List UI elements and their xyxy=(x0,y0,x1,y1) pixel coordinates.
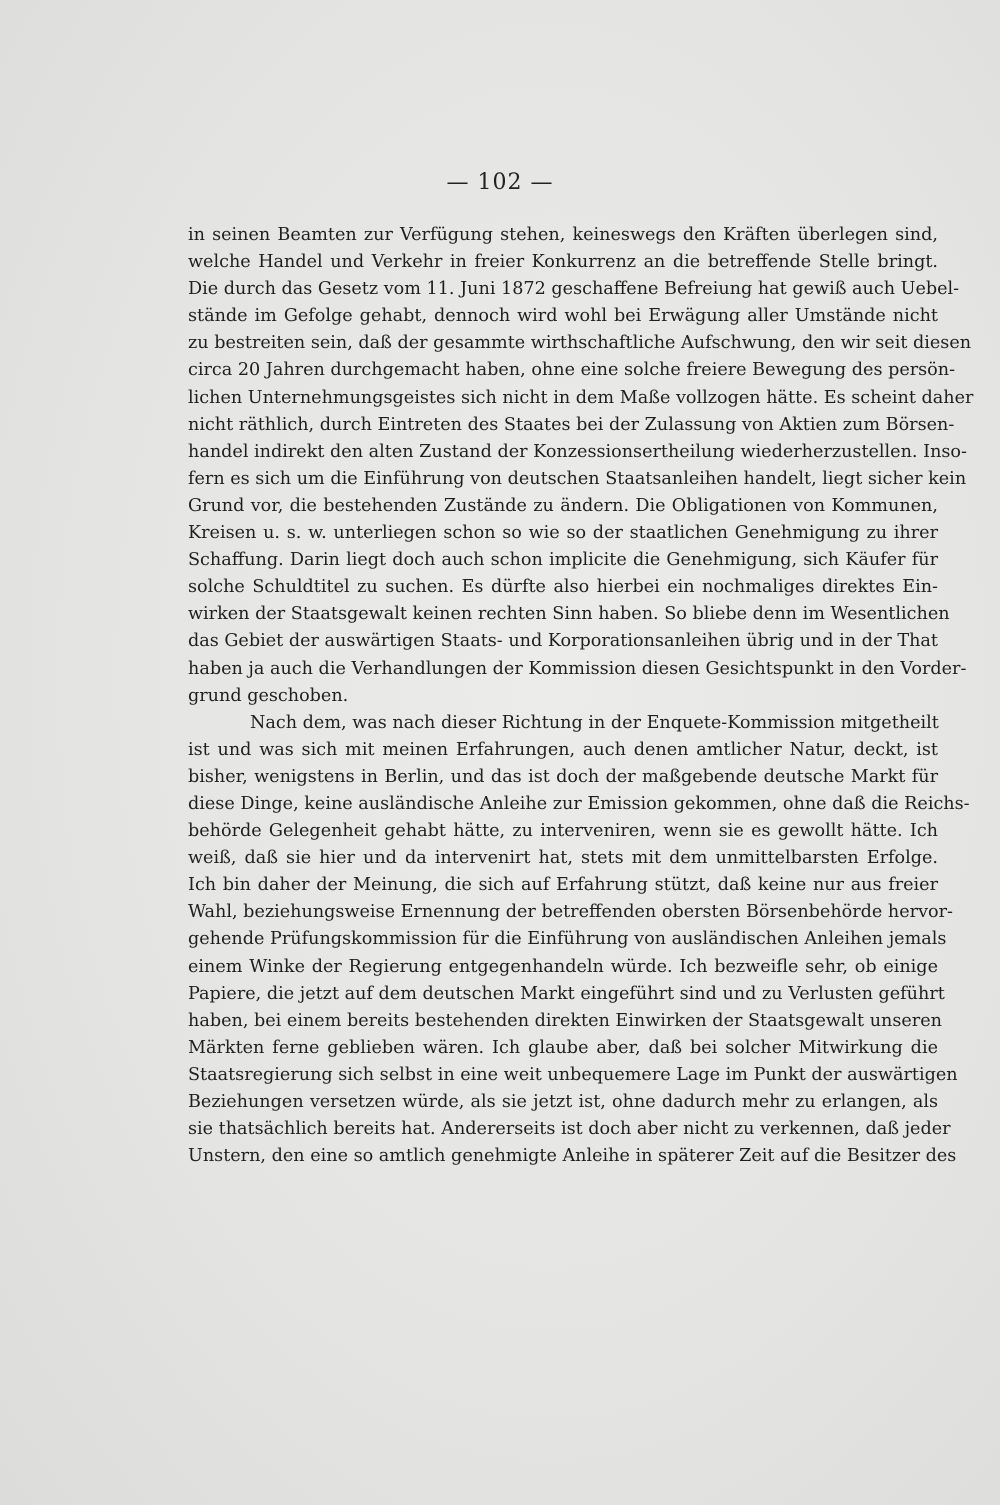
text-line: Schaffung. Darin liegt doch auch schon implicite die Genehmigung, sich Käufer für xyxy=(188,550,938,571)
text-line: bisher, wenigstens in Berlin, und das ist doch der maßgebende deutsche Markt für xyxy=(188,766,938,787)
text-line: weiß, daß sie hier und da intervenirt hat, stets mit dem unmittelbarsten Erfolge. xyxy=(188,848,938,869)
text-line: Grund vor, die bestehenden Zustände zu ändern. Die Obligationen von Kommunen, xyxy=(188,495,938,516)
text-line: fern es sich um die Einführung von deutschen Staatsanleihen handelt, liegt sicher kein xyxy=(188,468,967,489)
text-line: diese Dinge, keine ausländische Anleihe zur Emission gekommen, ohne daß die Reichs- xyxy=(188,793,970,814)
body-text xyxy=(188,222,974,1170)
text-line: Unstern, den eine so amtlich genehmigte Anleihe in späterer Zeit auf die Besitzer des xyxy=(188,1146,957,1167)
paragraph-1 xyxy=(188,222,974,710)
text-line: handel indirekt den alten Zustand der Konzessionsertheilung wiederherzustellen. Inso- xyxy=(188,441,967,462)
text-line: Ich bin daher der Meinung, die sich auf Erfahrung stützt, daß keine nur aus freier xyxy=(188,875,938,896)
text-line: in seinen Beamten zur Verfügung stehen, keineswegs den Kräften überlegen sind, xyxy=(188,225,938,245)
page-number: — 102 — xyxy=(446,170,554,195)
text-line: Wahl, beziehungsweise Ernennung der betreffenden obersten Börsenbehörde hervor- xyxy=(188,902,953,923)
text-line: Kreisen u. s. w. unterliegen schon so wie so der staatlichen Genehmigung zu ihrer xyxy=(188,523,938,544)
text-line: wirken der Staatsgewalt keinen rechten Sinn haben. So bliebe denn im Wesentlichen xyxy=(188,604,950,625)
text-line: Beziehungen versetzen würde, als sie jetzt ist, ohne dadurch mehr zu erlangen, als xyxy=(188,1092,938,1112)
text-line: Nach dem, was nach dieser Richtung in der Enquete-Kommission mitgetheilt xyxy=(250,712,939,733)
text-line: grund geschoben. xyxy=(188,685,349,706)
text-line: sie thatsächlich bereits hat. Andererseits ist doch aber nicht zu verkennen, daß jeder xyxy=(188,1119,951,1140)
text-line: stände im Gefolge gehabt, dennoch wird wohl bei Erwägung aller Umstände nicht xyxy=(188,306,938,327)
text-line: lichen Unternehmungsgeistes sich nicht in dem Maße vollzogen hätte. Es scheint daher xyxy=(188,387,974,408)
text-line: gehende Prüfungskommission für die Einführung von ausländischen Anleihen jemals xyxy=(188,929,947,950)
text-line: haben ja auch die Verhandlungen der Kommission diesen Gesichtspunkt in den Vorder- xyxy=(188,658,967,679)
text-line: behörde Gelegenheit gehabt hätte, zu interveniren, wenn sie es gewollt hätte. Ich xyxy=(188,821,938,842)
text-line: welche Handel und Verkehr in freier Konkurrenz an die betreffende Stelle bringt. xyxy=(188,252,938,273)
text-line: einem Winke der Regierung entgegenhandeln würde. Ich bezweifle sehr, ob einige xyxy=(188,956,938,977)
text-line: haben, bei einem bereits bestehenden direkten Einwirken der Staatsgewalt unseren xyxy=(188,1010,942,1031)
text-line: das Gebiet der auswärtigen Staats- und Korporationsanleihen übrig und in der That xyxy=(188,631,938,652)
text-line: nicht räthlich, durch Eintreten des Staates bei der Zulassung von Aktien zum Börsen- xyxy=(188,414,955,435)
text-line: Märkten ferne geblieben wären. Ich glaube aber, daß bei solcher Mitwirkung die xyxy=(188,1037,938,1058)
paragraph-2 xyxy=(188,710,970,1171)
text-line: Die durch das Gesetz vom 11. Juni 1872 geschaffene Befreiung hat gewiß auch Uebel- xyxy=(188,279,960,300)
text-line: Papiere, die jetzt auf dem deutschen Markt eingeführt sind und zu Verlusten geführt xyxy=(188,983,945,1004)
text-line: Staatsregierung sich selbst in eine weit unbequemere Lage im Punkt der auswärtigen xyxy=(188,1064,958,1085)
text-line: ist und was sich mit meinen Erfahrungen, auch denen amtlicher Natur, deckt, ist xyxy=(188,739,938,760)
text-line: solche Schuldtitel zu suchen. Es dürfte also hierbei ein nochmaliges direktes Ein- xyxy=(188,577,938,598)
text-line: circa 20 Jahren durchgemacht haben, ohne eine solche freiere Bewegung des persön- xyxy=(188,360,956,381)
text-line: zu bestreiten sein, daß der gesammte wirthschaftliche Aufschwung, den wir seit diesen xyxy=(188,333,972,354)
